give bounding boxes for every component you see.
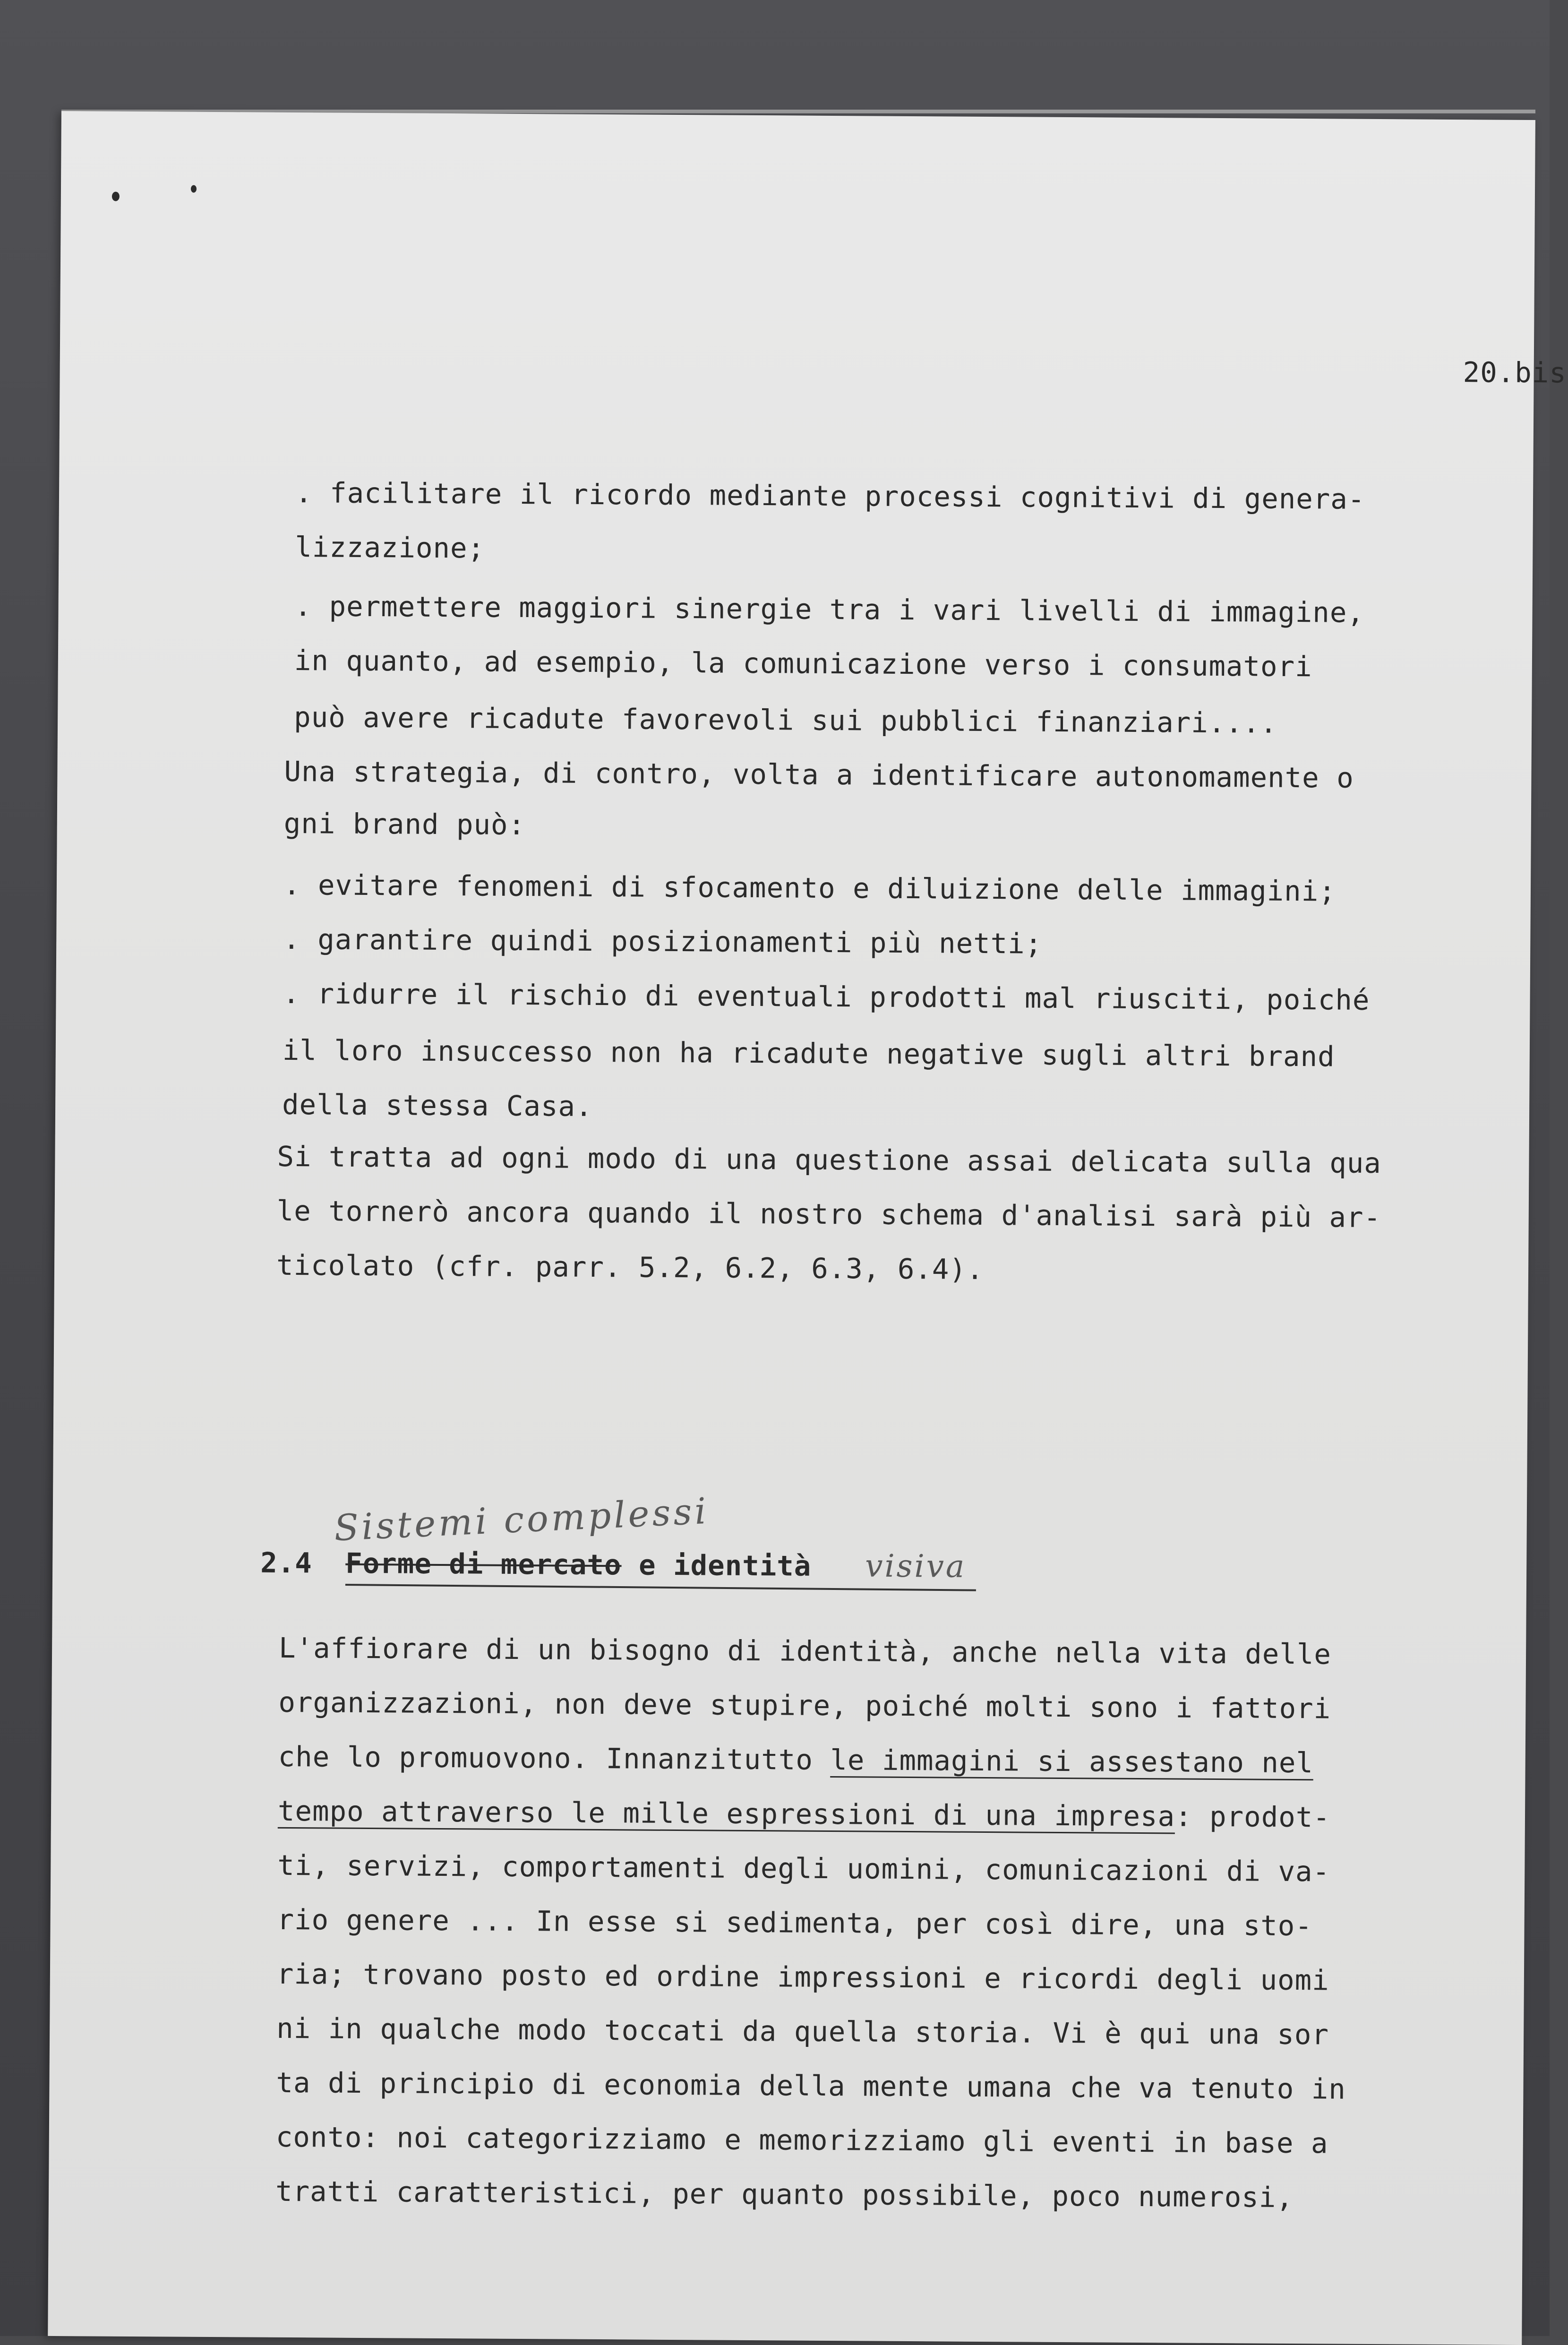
underlined-span: tempo attraverso le mille espressioni di una impresa — [277, 1794, 1175, 1833]
text-line: conto: noi categorizziamo e memorizziamo gli eventi in base a — [275, 2120, 1328, 2160]
text-line: . ridurre il rischio di eventuali prodotti mal riusciti, poiché — [283, 977, 1370, 1016]
text-line: in quanto, ad esempio, la comunicazione verso i consumatori — [294, 644, 1312, 683]
section-number: 2.4 — [260, 1546, 313, 1580]
text-line — [278, 1740, 1314, 1779]
struck-title: Forme di mercato — [345, 1546, 622, 1581]
handwritten-annotation: Sistemi complessi — [333, 1489, 710, 1549]
handwritten-annotation: visiva — [865, 1547, 967, 1585]
typed-page — [48, 111, 1567, 2345]
text-line: organizzazioni, non deve stupire, poiché molti sono i fattori — [278, 1685, 1331, 1725]
text-line: . evitare fenomeni di sfocamento e diluizione delle immagini; — [283, 868, 1336, 908]
text-line: ti, servizi, comportamenti degli uomini, comunicazioni di va- — [277, 1848, 1330, 1888]
text-line: può avere ricadute favorevoli sui pubblici finanziari.... — [293, 701, 1278, 739]
text-span: : prodot- — [1174, 1800, 1330, 1834]
heading-underline — [345, 1584, 976, 1591]
text-line: . garantire quindi posizionamenti più netti; — [283, 922, 1043, 960]
text-line: il loro insuccesso non ha ricadute negative sugli altri brand — [282, 1033, 1335, 1073]
text-line: Una strategia, di contro, volta a identificare autonomamente o — [284, 755, 1354, 794]
text-line: . permettere maggiori sinergie tra i vari livelli di immagine, — [294, 590, 1365, 629]
text-line: L'affiorare di un bisogno di identità, anche nella vita delle — [278, 1631, 1332, 1671]
text-span: che lo promuovono. Innanzitutto — [278, 1740, 831, 1777]
text-line: rio genere ... In esse si sedimenta, per così dire, una sto- — [277, 1903, 1313, 1942]
text-line: tratti caratteristici, per quanto possibile, poco numerosi, — [275, 2174, 1294, 2214]
punch-hole — [112, 192, 120, 201]
text-line: ni in qualche modo toccati da quella storia. Vi è qui una sor — [276, 2011, 1329, 2051]
text-line: . facilitare il ricordo mediante processi cognitivi di genera- — [295, 476, 1365, 515]
text-line: le tornerò ancora quando il nostro schema d'analisi sarà più ar- — [276, 1194, 1381, 1234]
text-line: gni brand può: — [283, 807, 526, 842]
text-line: della stessa Casa. — [282, 1088, 593, 1123]
underlined-span: le immagini si assestano nel — [830, 1744, 1314, 1779]
text-line: ticolato (cfr. parr. 5.2, 6.2, 6.3, 6.4). — [276, 1248, 984, 1286]
title-rest: e identità — [621, 1548, 812, 1582]
text-line — [278, 1795, 1330, 1834]
text-line: ria; trovano posto ed ordine impressioni e ricordi degli uomi — [276, 1957, 1329, 1997]
section-title — [345, 1547, 811, 1582]
text-line: ta di principio di economia della mente umana che va tenuto in — [276, 2066, 1346, 2105]
punch-hole — [191, 185, 197, 193]
text-line: lizzazione; — [295, 531, 485, 565]
page-number: 20.bis — [1463, 356, 1567, 389]
text-line: Si tratta ad ogni modo di una questione assai delicata sulla qua — [277, 1140, 1382, 1180]
